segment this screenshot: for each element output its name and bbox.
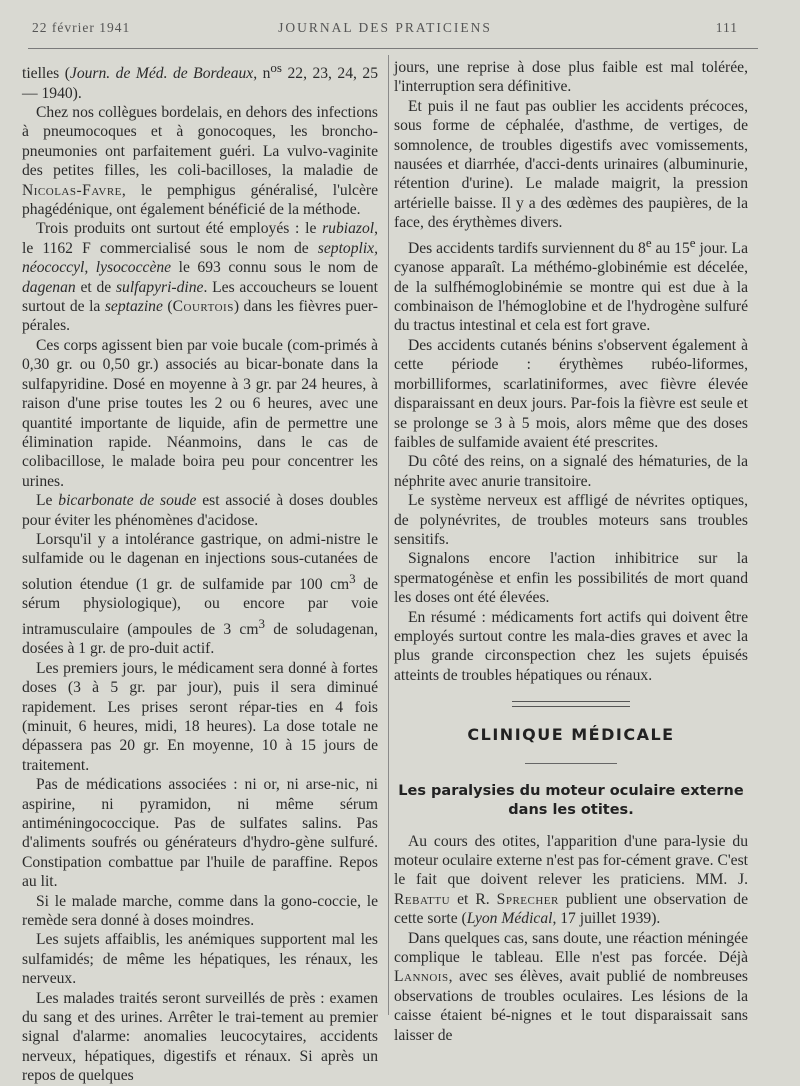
paragraph: Et puis il ne faut pas oublier les accidents précoces, sous forme de céphalée, d'asthme, de vertiges, de somnolence, de troubles digestifs avec vomissements, nausées et diarrhée, d'acci-dents urinaires (albuminurie, rétention d'urine). Le malade maigrit, la pression artérielle baisse. Il y a des œdèmes des paupières, de la face, des érythèmes divers. [394,97,748,232]
paragraph: Les malades traités seront surveillés de près : examen du sang et des urines. Arrêter le trai-tement au premier signal d'alarme: anomalies leucocytaires, accidents nerveux, hépatiques, digestifs et rénaux. Si après un repos de quelques [22,989,378,1085]
section-title: CLINIQUE MÉDICALE [467,725,675,745]
page-number: 111 [715,20,738,35]
paragraph: En résumé : médicaments fort actifs qui doivent être employés surtout contre les mala-dies graves et avec la plus grande circonspection chez les sujets épuisés atteints de troubles hépatiques ou rénaux. [394,608,748,684]
paragraph: Lorsqu'il y a intolérance gastrique, on admi-nistre le sulfamide ou le dagenan en injections sous-cutanées de solution étendue (1 gr. de sulfamide par 100 $cm^3$ de sérum physiologique), ou encore par voie intramusculaire (ampoules de 3 $cm^3$ de soludagenan, dosées à 1 gr. de pro-duit actif. [22,530,379,658]
title-rule [525,763,617,764]
paragraph: Du côté des reins, on a signalé des hématuries, de la néphrite avec anurie transitoire. [394,453,748,490]
header-rule [28,48,758,49]
article-title: Les paralysies du moteur oculaire externe dans les otites. [398,782,744,818]
paragraph: Des accidents cutanés bénins s'observent également à cette période : érythèmes rubéo-liformes, morbilliformes, scarlatiniformes, avec fièvre élevée disparaissant en deux jours. Par-fois la fièvre est seule et se prolonge se 3 à 5 mois, alors même que des doses faibles de sulfamide avaient été prescrites. [394,336,748,451]
paragraph: Signalons encore l'action inhibitrice sur la spermatogénèse et enfin les possibilités de mort quand les doses ont été élevées. [394,550,748,607]
paragraph: Les premiers jours, le médicament sera donné à fortes doses (3 à 5 gr. par jour), puis il sera diminué rapidement. Les prises seront répar-ties en 4 fois (minuit, 6 heures, midi, 18 heures). La dose totale ne dépassera pas 20 gr. En moyenne, 10 à 15 jours de traitement. [22,659,378,774]
paragraph: Le bicarbonate de soude est associé à doses doubles pour éviter les phénomènes d'acidose. [22,492,378,529]
paragraph: Le système nerveux est affligé de névrites optiques, de polynévrites, de troubles moteurs sans troubles sensitifs. [394,492,748,548]
paragraph: Des accidents tardifs surviennent du 8e au 15e jour. La cyanose apparaît. La méthémo-globinémie est décelée, de la sulfhémoglobinémie se montre qui est due à la combinaison de l'hémoglobine et de l'hydrogène sulfuré du tractus intestinal et cela est fort grave. [394,234,749,335]
paragraph: jours, une reprise à dose plus faible est mal tolérée, l'interruption sera définitive. [394,59,748,96]
paragraph: Pas de médications associées : ni or, ni arse-nic, ni aspirine, ni pyramidon, ni même sérum antiméningococcique. Pas de sulfates salins. Pas d'aliments soufrés ou générateurs d'hydro-gène sulfuré. Constipation combattue par l'huile de paraffine. Repos au lit. [22,776,378,891]
paragraph: Ces corps agissent bien par voie bucale (com-primés à 0,30 gr. ou 0,50 gr.) associés au bicar-bonate dans la sulfapyridine. Dosé en moyenne à 3 gr. par 24 heures, à raison d'une prise toutes les 2 ou 6 heures, avec une quantité importante de liquide, afin de permettre une élimination rapide. Néanmoins, dans le cas de colibacillose, le malade boira peu pour concentrer les urines. [22,336,378,490]
paragraph: Trois produits ont surtout été employés : le rubiazol, le 1162 F commercialisé sous le nom de septoplix, néococcyl, lysococcène le 693 connu sous le nom de dagenan et de sulfapyri-dine. Les accoucheurs se louent surtout de la septazine (Courtois) dans les fièvres puer-pérales. [22,220,379,335]
paragraph: tielles (Journ. de Méd. de Bordeaux, $n^{os}$ 22, 23, 24, 25 — 1940). [22,60,378,102]
running-header [32,20,738,40]
left-column [22,58,378,1086]
paragraph: Au cours des otites, l'apparition d'une para-lysie du moteur oculaire externe n'est pas for-cément grave. C'est le fait que doivent relever les praticiens. MM. J. Rebattu et R. Sprecher publient une observation de cette sorte (Lyon Médical, 17 juillet 1939). [394,832,749,928]
paragraph: Si le malade marche, comme dans la gono-coccie, le remède sera donné à doses moindres. [22,892,378,930]
journal-title: JOURNAL DES PRATICIENS [278,20,492,35]
header-date: 22 février 1941 [32,20,131,35]
paragraph: Chez nos collègues bordelais, en dehors des infections à pneumocoques et à gonocoques, les broncho-pneumonies ont parfaitement guéri. La vulvo-vaginite des petites filles, les coli-bacilloses, la maladie de Nicolas-Favre, le pemphigus généralisé, l'ulcère phagédénique, ont également bénéficié de la méthode. [22,104,378,219]
paragraph: Dans quelques cas, sans doute, une réaction méningée complique le tableau. Elle n'est pas forcée. Déjà Lannois, avec ses élèves, avait publié de nombreuses observations de troubles oculaires. Les lésions de la caisse étaient bé-nignes et le tout disparaissait sans laisser de [394,929,748,1044]
column-divider [388,55,389,1015]
right-column [394,58,748,1045]
paragraph: Les sujets affaiblis, les anémiques supportent mal les sulfamidés; de même les hépatiques, les rénaux, les nerveux. [22,931,378,988]
section-divider [512,701,630,707]
